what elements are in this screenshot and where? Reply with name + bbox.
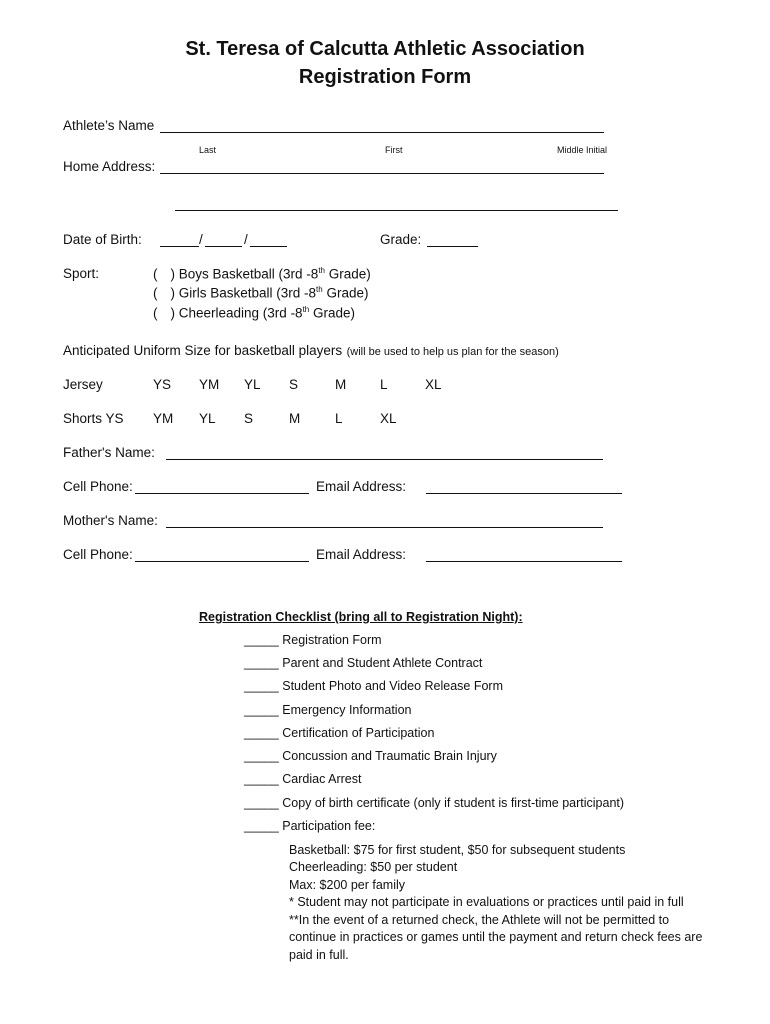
mother-name-label: Mother's Name: [63,513,158,528]
home-address-field-2[interactable] [175,210,618,211]
dob-slash-2: / [244,232,248,247]
jersey-label: Jersey [63,377,103,392]
fee-note: continue in practices or games until the payment and return check fees are [289,930,703,944]
shorts-size-xl[interactable]: XL [380,411,397,426]
shorts-size-m[interactable]: M [289,411,301,426]
jersey-size-s[interactable]: S [289,377,299,392]
shorts-size-s[interactable]: S [244,411,254,426]
shorts-size-yl[interactable]: YL [199,411,216,426]
athlete-name-label: Athlete’s Name [63,118,155,133]
home-address-field-1[interactable] [160,173,604,174]
mother-cell-label: Cell Phone: [63,547,133,562]
shorts-label: Shorts YS [63,411,124,426]
sport-label: Sport: [63,266,100,281]
father-name-label: Father's Name: [63,445,155,460]
shorts-size-l[interactable]: L [335,411,343,426]
form-title: St. Teresa of Calcutta Athletic Association [185,38,585,60]
jersey-size-l[interactable]: L [380,377,388,392]
shorts-size-ym[interactable]: YM [153,411,174,426]
checklist-item[interactable]: _____ Participation fee: [244,819,376,833]
sport-option-boys[interactable]: ( ) Boys Basketball (3rd -8th Grade) [153,266,371,282]
athlete-name-field[interactable] [160,132,604,133]
jersey-size-yl[interactable]: YL [244,377,261,392]
checklist-blank[interactable]: _____ [244,633,279,647]
mother-email-field[interactable] [426,561,622,562]
father-name-field[interactable] [166,459,603,460]
checklist-blank[interactable]: _____ [244,796,279,810]
fee-line: Cheerleading: $50 per student [289,860,458,874]
fee-line: Basketball: $75 for first student, $50 for subsequent students [289,843,626,857]
checklist-blank[interactable]: _____ [244,726,279,740]
checklist-item[interactable]: _____ Cardiac Arrest [244,772,362,786]
checklist-item[interactable]: _____ Parent and Student Athlete Contract [244,656,483,670]
grade-label: Grade: [380,232,422,247]
middle-initial-caption: Middle Initial [557,145,608,155]
grade-field[interactable] [427,246,478,247]
fee-note: **In the event of a returned check, the Athlete will not be permitted to [289,913,670,927]
home-address-label: Home Address: [63,159,156,174]
fee-note: paid in full. [289,948,349,962]
checklist-blank[interactable]: _____ [244,772,279,786]
jersey-size-ys[interactable]: YS [153,377,172,392]
fee-note: * Student may not participate in evaluations or practices until paid in full [289,895,684,909]
dob-label: Date of Birth: [63,232,142,247]
dob-year-field[interactable] [250,246,287,247]
dob-day-field[interactable] [205,246,242,247]
uniform-heading: Anticipated Uniform Size for basketball players (will be used to help us plan for the season) [63,343,559,358]
first-name-caption: First [385,145,403,155]
jersey-size-ym[interactable]: YM [199,377,220,392]
sport-option-girls[interactable]: ( ) Girls Basketball (3rd -8th Grade) [153,285,369,301]
father-email-field[interactable] [426,493,622,494]
checklist-item[interactable]: _____ Certification of Participation [244,726,435,740]
checklist-item[interactable]: _____ Emergency Information [244,703,412,717]
checklist-item[interactable]: _____ Student Photo and Video Release Form [244,679,503,693]
dob-month-field[interactable] [160,246,199,247]
father-cell-label: Cell Phone: [63,479,133,494]
checklist-blank[interactable]: _____ [244,749,279,763]
checklist-item[interactable]: _____ Registration Form [244,633,382,647]
checklist-item[interactable]: _____ Concussion and Traumatic Brain Injury [244,749,497,763]
checklist-blank[interactable]: _____ [244,703,279,717]
sport-option-cheer[interactable]: ( ) Cheerleading (3rd -8th Grade) [153,305,356,321]
mother-email-label: Email Address: [316,547,407,562]
father-cell-field[interactable] [135,493,309,494]
mother-name-field[interactable] [166,527,603,528]
checklist-blank[interactable]: _____ [244,679,279,693]
jersey-size-xl[interactable]: XL [425,377,442,392]
fee-line: Max: $200 per family [289,878,406,892]
dob-slash-1: / [199,232,203,247]
checklist-blank[interactable]: _____ [244,819,279,833]
last-name-caption: Last [199,145,217,155]
jersey-size-m[interactable]: M [335,377,347,392]
form-subtitle: Registration Form [298,66,472,88]
checklist-heading: Registration Checklist (bring all to Registration Night): [199,610,523,624]
mother-cell-field[interactable] [135,561,309,562]
father-email-label: Email Address: [316,479,407,494]
checklist-item[interactable]: _____ Copy of birth certificate (only if student is first-time participant) [244,796,625,810]
checklist-blank[interactable]: _____ [244,656,279,670]
